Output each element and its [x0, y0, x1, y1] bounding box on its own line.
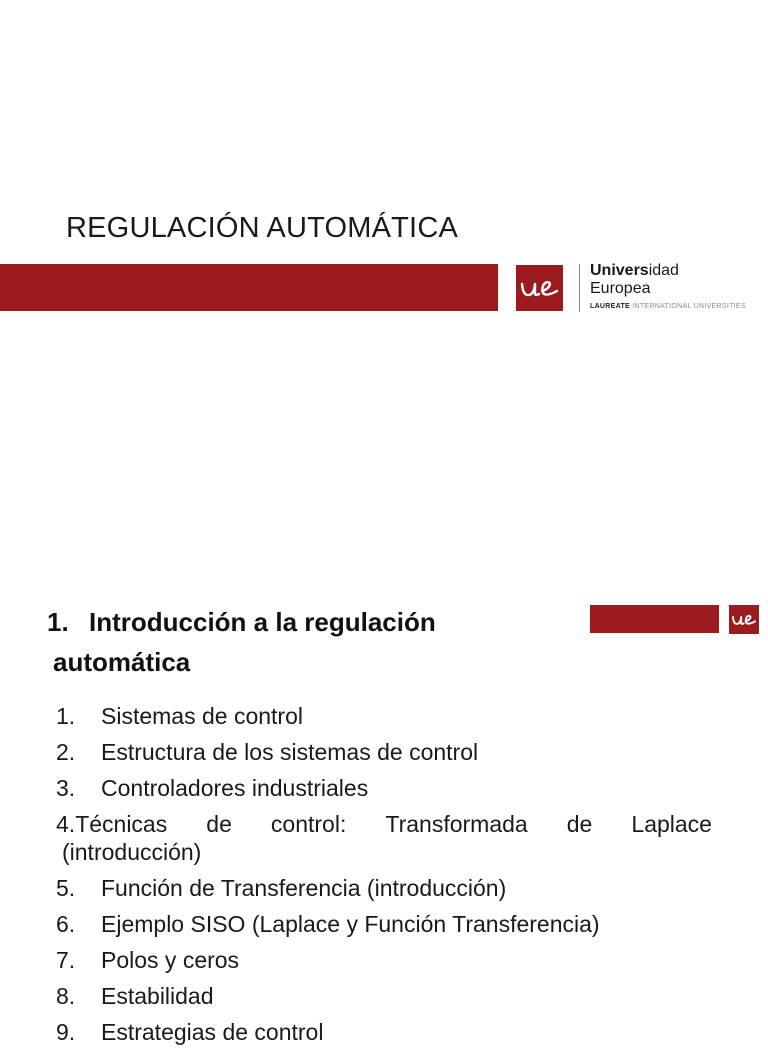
list-item: 1. Sistemas de control: [56, 703, 303, 729]
list-item: 3. Controladores industriales: [56, 775, 369, 801]
header-red-bar: [590, 605, 719, 633]
logo-university-word: Universidad: [590, 262, 679, 279]
list-item: 6. Ejemplo SISO (Laplace y Función Transferencia): [56, 911, 600, 937]
section-title: [47, 602, 567, 682]
course-title: REGULACIÓN AUTOMÁTICA: [66, 212, 459, 244]
list-item: 7. Polos y ceros: [56, 947, 240, 973]
section-number: 1.: [47, 607, 69, 637]
logo-divider: [579, 264, 580, 312]
topic-list: [56, 698, 716, 1050]
ue-logo-icon: [516, 265, 563, 311]
logo-europea-word: Europea: [590, 280, 651, 297]
section-title-line1: Introducción a la regulación: [89, 607, 436, 637]
title-red-bar: [0, 264, 498, 311]
list-item: 2. Estructura de los sistemas de control: [56, 739, 479, 765]
ue-small-logo-icon: [729, 605, 759, 634]
list-item: 8. Estabilidad: [56, 983, 214, 1009]
list-item: 9. Estrategias de control: [56, 1019, 324, 1045]
section-title-line2: automática: [53, 647, 191, 677]
logo-tagline: LAUREATE INTERNATIONAL UNIVERSITIES: [590, 303, 746, 310]
list-item: 4.Técnicas de control: Transformada de Laplace (introducción): [56, 811, 712, 865]
list-item: 5. Función de Transferencia (introducción): [56, 875, 507, 901]
agenda-slide: [0, 575, 768, 1045]
